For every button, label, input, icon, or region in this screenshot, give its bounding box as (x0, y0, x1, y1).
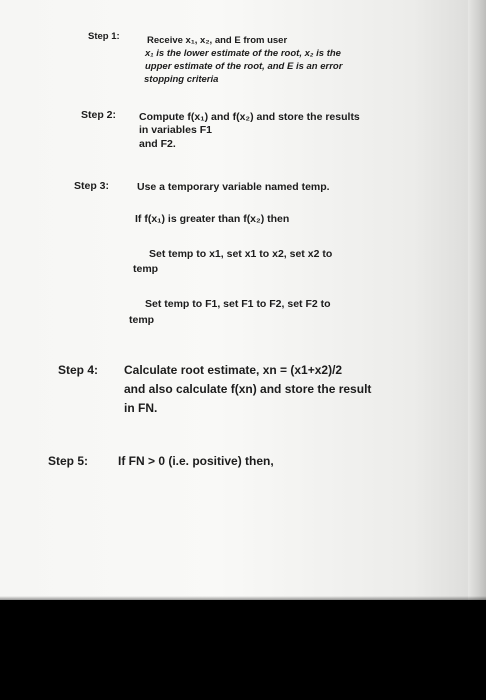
step-4-line-3: in FN. (124, 401, 158, 415)
step-2-line-1: Compute f(x₁) and f(x₂) and store the results (139, 111, 360, 123)
step-1-line-1: Receive x₁, x₂, and E from user (147, 35, 288, 46)
step-4-label: Step 4: (58, 363, 99, 377)
step-5-line-1: If FN > 0 (i.e. positive) then, (118, 454, 274, 468)
step-3-line-3: Set temp to x1, set x1 to x2, set x2 to (149, 248, 333, 260)
step-3-line-6: temp (129, 314, 155, 326)
step-3-line-1: Use a temporary variable named temp. (137, 181, 330, 193)
step-2-label: Step 2: (81, 109, 117, 121)
step-3-label: Step 3: (74, 180, 110, 192)
step-5-label: Step 5: (48, 454, 89, 468)
step-4-line-1: Calculate root estimate, xn = (x1+x2)/2 (124, 363, 343, 377)
step-2-line-2: in variables F1 (139, 124, 212, 136)
step-3-line-5: Set temp to F1, set F1 to F2, set F2 to (145, 298, 331, 310)
page-edge (468, 0, 486, 600)
step-3-line-4: temp (133, 263, 159, 275)
step-1-line-3: upper estimate of the root, and E is an error (145, 61, 343, 72)
step-1-line-2: x₁ is the lower estimate of the root, x₂ is the (145, 48, 341, 59)
step-4-line-2: and also calculate f(xn) and store the result (124, 382, 372, 396)
step-1-line-4: stopping criteria (144, 74, 219, 85)
page-shadow (0, 596, 486, 602)
step-3-line-2: If f(x₁) is greater than f(x₂) then (135, 213, 290, 225)
step-1-label: Step 1: (88, 31, 120, 42)
step-2-line-3: and F2. (139, 138, 176, 150)
